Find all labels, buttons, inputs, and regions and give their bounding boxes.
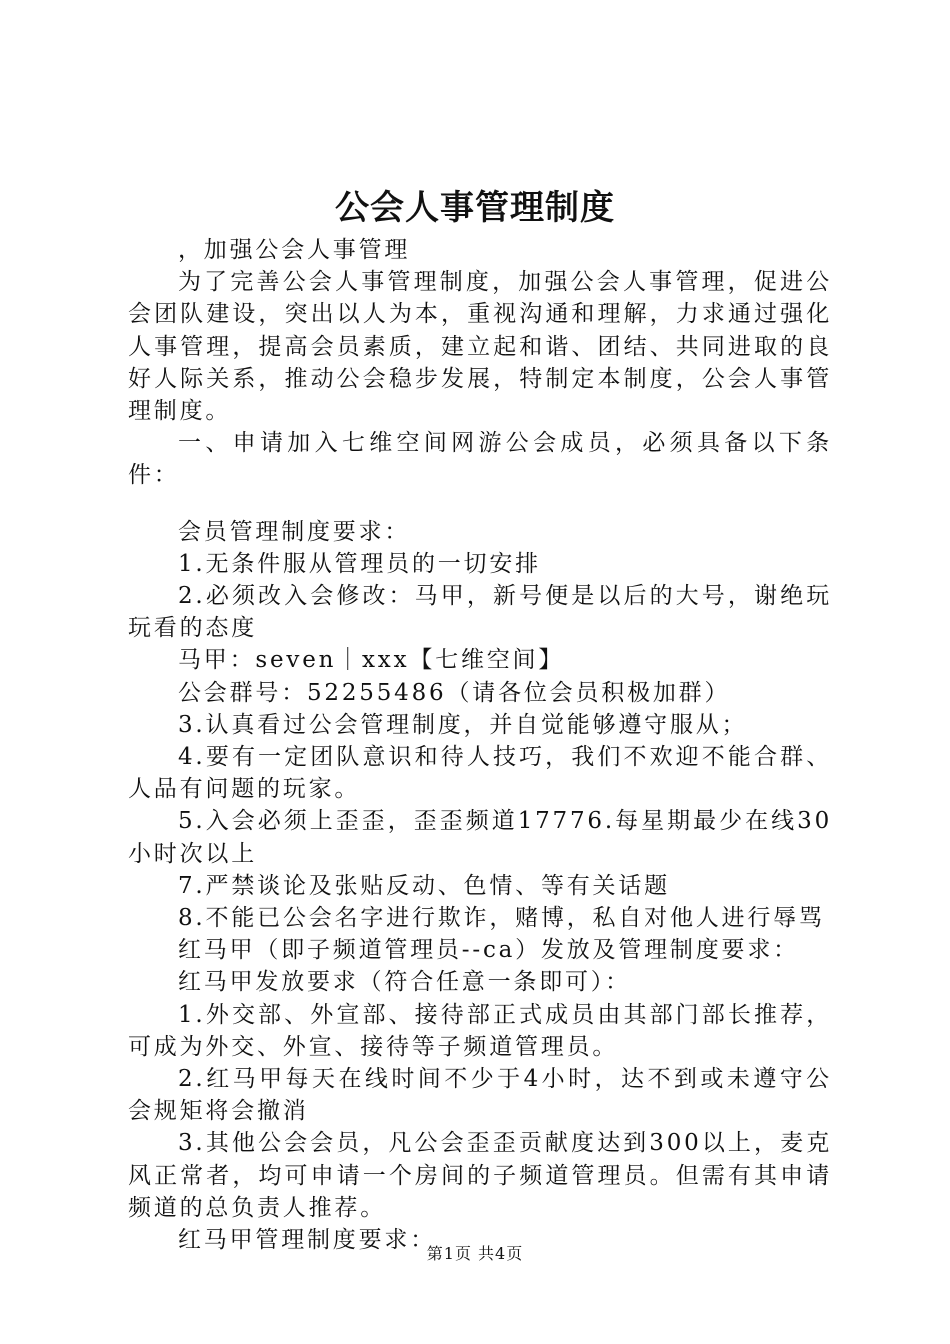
paragraph-intro-heading: ，加强公会人事管理 [178, 237, 411, 263]
page-number-footer: 第1页 共4页 [426, 1244, 524, 1263]
paragraph-member-requirements: 会员管理制度要求： [178, 518, 411, 545]
paragraph-vest-format: 马甲：seven｜xxx【七维空间】 [178, 647, 565, 674]
paragraph-red-vest-issue-requirements: 红马甲发放要求（符合任意一条即可）： [178, 969, 631, 996]
paragraph-item-5: 5.入会必须上歪歪，歪歪频道17776.每星期最少在线30小时次以上 [128, 808, 832, 867]
paragraph-item-1: 1.无条件服从管理员的一切安排 [178, 550, 541, 577]
paragraph-red-vest-management: 红马甲管理制度要求： [178, 1227, 436, 1254]
paragraph-red-vest-item-2: 2.红马甲每天在线时间不少于4小时，达不到或未遵守公会规矩将会撤消 [128, 1066, 832, 1125]
paragraph-purpose: 为了完善公会人事管理制度，加强公会人事管理，促进公会团队建设，突出以人为本，重视沟通和理解，力求通过强化人事管理，提高会员素质，建立起和谐、团结、共同进取的良好人际关系，推动公会稳步发展，特制定本制度，公会人事管理制度。 [128, 269, 832, 425]
paragraph-section-one: 一、申请加入七维空间网游公会成员，必须具备以下条件： [128, 430, 832, 489]
paragraph-group-number: 公会群号：52255486（请各位会员积极加群） [178, 679, 731, 706]
paragraph-red-vest-item-3: 3.其他公会会员，凡公会歪歪贡献度达到300以上，麦克风正常者，均可申请一个房间的子频道管理员。但需有其申请频道的总负责人推荐。 [128, 1130, 832, 1221]
document-body [128, 234, 832, 1256]
paragraph-item-3: 3.认真看过公会管理制度，并自觉能够遵守服从； [178, 711, 748, 738]
paragraph-gap [128, 492, 832, 516]
paragraph-item-2: 2.必须改入会修改：马甲，新号便是以后的大号，谢绝玩玩看的态度 [128, 583, 832, 642]
paragraph-item-8: 8.不能已公会名字进行欺诈，赌博，私自对他人进行辱骂 [178, 905, 825, 932]
paragraph-red-vest-item-1: 1.外交部、外宣部、接待部正式成员由其部门部长推荐，可成为外交、外宣、接待等子频道管理员。 [128, 1001, 832, 1060]
document-title: 公会人事管理制度 [335, 188, 615, 228]
paragraph-item-4: 4.要有一定团队意识和待人技巧，我们不欢迎不能合群、人品有问题的玩家。 [128, 744, 832, 803]
paragraph-red-vest-heading: 红马甲（即子频道管理员--ca）发放及管理制度要求： [178, 937, 799, 964]
paragraph-item-7: 7.严禁谈论及张贴反动、色情、等有关话题 [178, 872, 670, 899]
